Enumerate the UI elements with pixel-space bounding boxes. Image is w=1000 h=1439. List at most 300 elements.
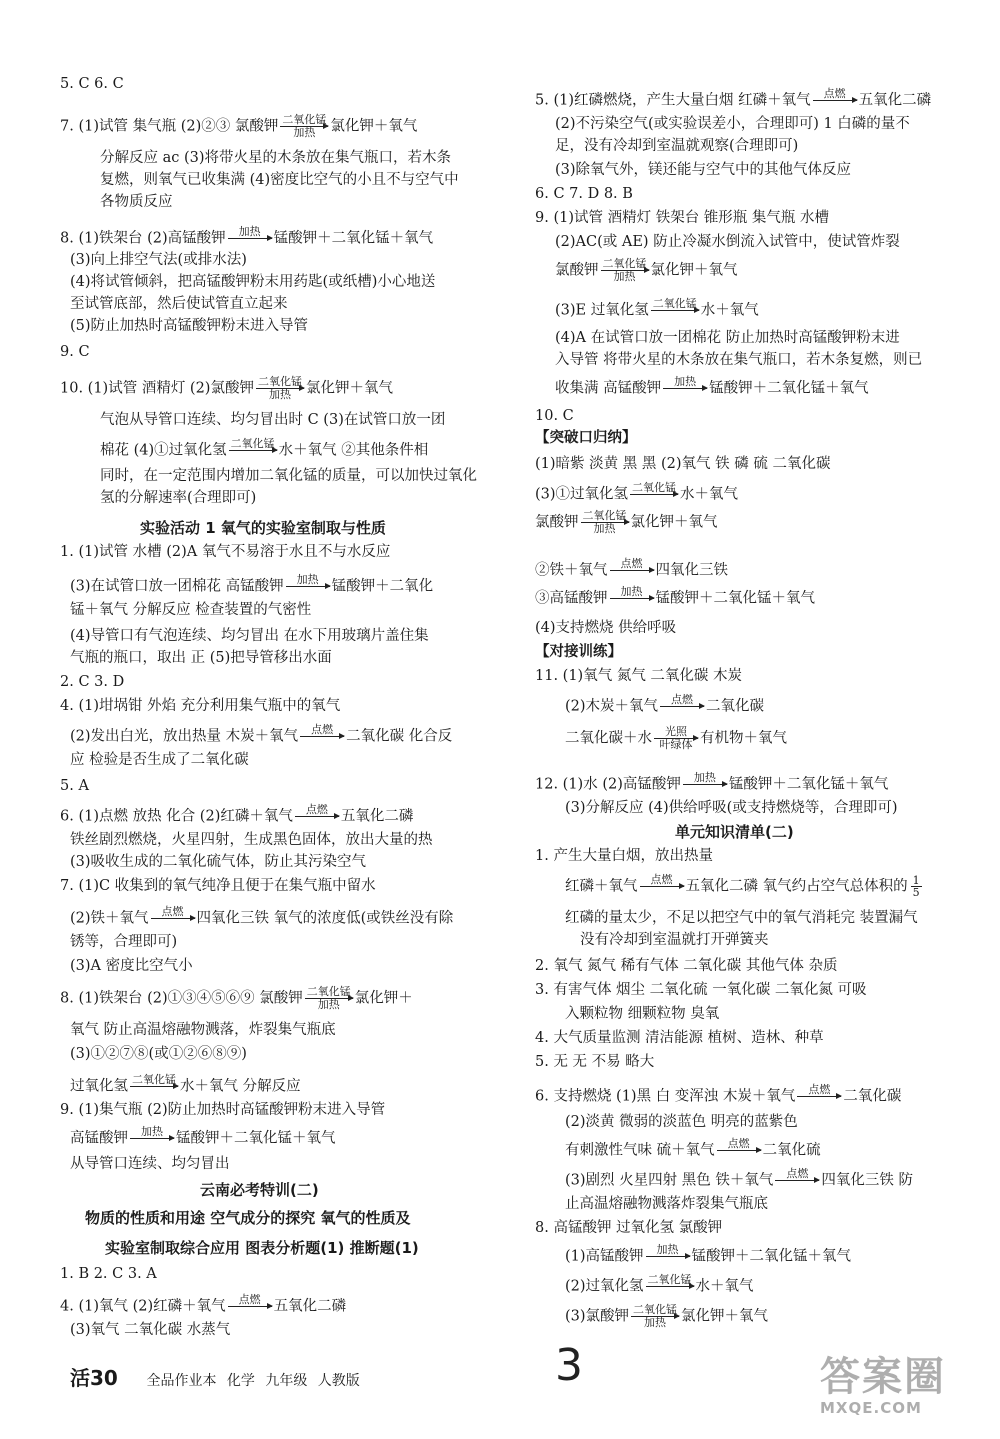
answer-text: 水＋氧气 [700,302,759,319]
answer-line [60,1100,385,1120]
answer-text: (3)①②⑦⑧(或①②⑥⑧⑨) [70,1046,247,1062]
answer-text: 五氧化二磷 [340,808,414,825]
arrow-shaft [151,918,195,919]
reaction-condition-below: 加热 [317,998,340,1011]
reaction-arrow [130,1074,178,1099]
answer-line [535,88,931,113]
fraction-numerator: 1 [912,874,920,887]
answer-text: 6. (1)点燃 放热 化合 (2)红磷＋氧气 [60,808,293,825]
answer-line [535,1218,722,1238]
answer-text: 锰酸钾＋二氧化 [331,578,434,595]
answer-line [60,776,89,796]
answer-text: 单元知识清单(二) [675,823,794,841]
reaction-condition-below [813,101,857,113]
answer-line [70,316,308,336]
answer-text: 有刺激性气味 硫＋氧气 [565,1142,715,1159]
answer-line [70,574,433,599]
answer-text: 至试管底部，然后使试管直立起来 [70,296,288,312]
answer-text: 二氧化碳 [843,1088,902,1105]
answer-line [565,694,764,719]
arrow-shaft [631,1316,679,1317]
arrow-shaft [683,784,727,785]
arrow-shaft [610,598,654,599]
answer-line [70,852,366,872]
answer-line [70,1074,301,1099]
answer-text: 氯化钾＋氧气 [650,262,738,279]
answer-text: 实验活动 1 氧气的实验室制取与性质 [140,519,386,537]
answer-line [565,798,898,818]
answer-text: 5. C 6. C [60,76,124,92]
answer-line [100,410,445,430]
answer-line [60,376,393,401]
answer-text: 气泡从导管口连续、均匀冒出时 C (3)在试管口放一团 [100,412,446,428]
reaction-condition-below [610,571,654,583]
answer-text: (3)氧气 二氧化碳 水蒸气 [70,1322,231,1338]
answer-text: 2. 氧气 氮气 稀有气体 二氧化碳 其他气体 杂质 [535,958,838,974]
reaction-condition-below [228,1307,272,1319]
reaction-arrow [305,986,353,1011]
answer-text: (5)防止加热时高锰酸钾粉末进入导管 [70,318,309,334]
reaction-condition-below [610,599,654,611]
answer-line [70,1020,336,1040]
arrow-shaft [610,570,654,571]
answer-text: 4. (1)氧气 (2)红磷＋氧气 [60,1298,226,1315]
answer-text: (3)在试管口放一团棉花 高锰酸钾 [70,578,284,595]
reaction-arrow [610,558,654,583]
answer-text: (2)淡黄 微弱的淡蓝色 明亮的蓝紫色 [565,1114,798,1130]
answer-text: 氯酸钾 [555,262,599,279]
arrow-shaft [286,586,330,587]
answer-text: 入导管 将带火星的木条放在集气瓶口，若木条复燃，则已 [555,352,923,368]
reaction-condition-below [300,737,344,749]
reaction-condition: 光照 [665,725,687,738]
answer-line [580,930,769,950]
answer-text: 各物质反应 [100,194,173,210]
reaction-arrow [663,376,707,401]
answer-text: 氢的分解速率(合理即可) [100,490,257,506]
answer-line [70,1044,247,1064]
answer-text: (2)AC(或 AE) 防止冷凝水倒流入试管中，使试管炸裂 [555,234,900,250]
answer-text: (4)将试管倾斜，把高锰酸钾粉末用药匙(或纸槽)小心地送 [70,274,436,290]
answer-line [100,466,477,486]
reaction-condition: 加热 [620,585,643,598]
answer-text: 1. B 2. C 3. A [60,1266,157,1282]
answer-text: 气瓶的瓶口，取出 正 (5)把导管移出水面 [70,650,332,666]
answer-text: 实验室制取综合应用 图表分析题(1) 推断题(1) [105,1239,419,1257]
answer-line [555,258,738,283]
book-info: 全品作业本 化学 九年级 人教版 [146,1373,360,1389]
reaction-arrow [660,694,704,719]
reaction-condition: 二氧化锰 [582,509,627,522]
answer-line [70,1320,230,1340]
answer-line [60,876,376,896]
answer-text: 高锰酸钾 [70,1130,128,1147]
answer-text: 二氧化碳 化合反 [346,728,453,745]
answer-text: 10. (1)试管 酒精灯 (2)氯酸钾 [60,380,254,397]
answer-text: ②铁＋氧气 [535,562,608,579]
answer-line [565,1004,719,1024]
answer-text: (2)不污染空气(或实验误差小，合理即可) 1 白磷的量不 [555,116,910,132]
answer-line [565,1274,754,1299]
answer-text: (3)向上排空气法(或排水法) [70,252,247,268]
answer-line [100,488,256,508]
answer-line [565,1194,768,1214]
reaction-condition: 点燃 [305,803,328,816]
answer-text: 云南必考特训(二) [200,1181,319,1199]
answer-text: 4. (1)坩埚钳 外焰 充分利用集气瓶中的氧气 [60,698,341,714]
reaction-condition-below [295,817,339,829]
answer-text: 锈等，合理即可) [70,934,178,950]
answer-text: 6. C 7. D 8. B [535,186,633,202]
answer-line [60,114,417,139]
answer-text: 12. (1)水 (2)高锰酸钾 [535,776,681,793]
answer-text: (2)铁＋氧气 [70,910,149,927]
answer-text: 9. (1)集气瓶 (2)防止加热时高锰酸钾粉末进入导管 [60,1102,386,1118]
reaction-arrow [228,1294,272,1319]
answer-line [60,342,90,362]
reaction-arrow [286,574,330,599]
reaction-condition: 点燃 [671,693,694,706]
reaction-arrow [646,1274,694,1299]
answer-line [535,846,713,866]
answer-text: 8. (1)铁架台 (2)高锰酸钾 [60,230,226,247]
answer-line [535,454,830,474]
answer-line [565,1138,821,1163]
arrow-shaft [640,886,684,887]
arrow-shaft [305,998,353,999]
answer-text: 6. 支持燃烧 (1)黑 白 变浑浊 木炭＋氧气 [535,1088,796,1105]
answer-line [555,114,910,134]
arrow-shaft [646,1256,690,1257]
answer-text: 过氧化氢 [70,1078,128,1095]
answer-line [535,482,738,507]
answer-line [535,406,574,426]
answer-line [70,600,311,620]
reaction-arrow [683,772,727,797]
answer-text: 物质的性质和用途 空气成分的探究 氧气的性质及 [85,1209,411,1227]
arrow-shaft [630,494,678,495]
answer-text: 足，没有冷却到室温就观察(合理即可) [555,138,799,154]
answer-text: 锰酸钾＋二氧化锰＋氧气 [709,380,869,397]
answer-text: 9. (1)试管 酒精灯 铁架台 锥形瓶 集气瓶 水槽 [535,210,830,226]
reaction-condition-below [640,887,684,899]
answer-line [70,250,247,270]
reaction-condition-below [797,1097,841,1109]
reaction-condition-below [660,707,704,719]
answer-line [565,1112,798,1132]
answer-line [535,184,633,204]
arrow-shaft [717,1150,761,1151]
answer-line [555,328,900,348]
arrow-shaft [295,816,339,817]
arrow-shaft [663,388,707,389]
answer-text: (3)①过氧化氢 [535,486,629,503]
page-number: 活30 [70,1366,118,1390]
answer-text: 锰酸钾＋二氧化锰＋氧气 [655,590,815,607]
reaction-condition-below [683,785,727,797]
answer-line [535,666,742,686]
answer-text: 四氧化三铁 氧气的浓度低(或铁丝没有除 [196,910,454,927]
watermark-url: MXQE.COM [820,1399,922,1417]
arrow-shaft [256,388,304,389]
answer-text: 【对接训练】 [535,644,622,660]
answer-text: 4. 大气质量监测 清洁能源 植树、造林、种草 [535,1030,824,1046]
section-heading [85,1208,410,1228]
fraction [911,875,922,898]
answer-line [60,986,413,1011]
answer-text: 11. (1)氧气 氮气 二氧化碳 木炭 [535,668,743,684]
answer-text: 氯化钾＋氧气 [330,118,418,135]
answer-line [70,750,249,770]
reaction-arrow [256,376,304,401]
reaction-condition-below: 叶绿体 [659,738,693,751]
arrow-shaft [280,126,328,127]
arrow-shaft [660,706,704,707]
arrow-shaft [228,238,272,239]
reaction-arrow [130,1126,174,1151]
reaction-condition: 点燃 [238,1293,261,1306]
answer-text: 锰酸钾＋二氧化锰＋氧气 [691,1248,852,1265]
answer-line [555,136,798,156]
reaction-condition: 二氧化锰 [257,375,302,388]
answer-text: 9. C [60,344,90,360]
section-heading [200,1180,319,1200]
answer-line [565,1168,913,1193]
answer-text: ③高锰酸钾 [535,590,608,607]
answer-line [60,1264,157,1284]
reaction-condition-below [651,311,699,323]
reaction-arrow [813,88,857,113]
section-heading [105,1238,419,1258]
answer-line [535,558,728,583]
watermark-title: 答案圈 [820,1354,946,1400]
reaction-condition: 加热 [674,375,697,388]
answer-line [565,908,918,928]
reaction-condition: 点燃 [786,1167,809,1180]
reaction-condition-below [646,1287,694,1299]
reaction-arrow [601,258,649,283]
answer-line [60,672,124,692]
reaction-arrow [630,482,678,507]
answer-line [535,956,838,976]
fraction-denominator: 5 [912,886,920,899]
answer-line [70,724,452,749]
reaction-condition-below [286,587,330,599]
answer-text: (3)氯酸钾 [565,1308,630,1325]
reaction-arrow [229,438,277,463]
answer-line [70,648,332,668]
reaction-condition-below: 加热 [613,270,636,283]
reaction-condition: 点燃 [727,1137,750,1150]
answer-line [60,542,390,562]
reaction-arrow [651,298,699,323]
answer-text: (4)支持燃烧 供给呼吸 [535,620,677,636]
reaction-condition: 二氧化锰 [282,113,327,126]
arrow-shaft [654,738,698,739]
reaction-condition: 加热 [656,1243,679,1256]
reaction-arrow [654,726,698,751]
answer-text: (3)A 密度比空气小 [70,958,193,974]
reaction-arrow [610,586,654,611]
reaction-condition: 二氧化锰 [132,1073,176,1086]
answer-line [565,874,922,899]
answer-text: 五氧化二磷 [858,92,932,109]
answer-text: 应 检验是否生成了二氧化碳 [70,752,249,768]
answer-line [70,906,453,931]
reaction-condition: 点燃 [808,1083,831,1096]
answer-line [70,830,433,850]
reaction-arrow [717,1138,761,1163]
answer-line [535,586,815,611]
answer-line [100,438,428,463]
answer-text: 红磷＋氧气 [565,878,638,895]
reaction-condition-below [151,919,195,931]
answer-line [60,696,340,716]
answer-line [535,1052,654,1072]
answer-line [70,626,429,646]
answer-text: 氯酸钾 [535,514,579,531]
reaction-arrow [646,1244,690,1269]
answer-text: 有机物＋氧气 [700,730,787,747]
answer-text: 1. 产生大量白烟，放出热量 [535,848,713,864]
arrow-shaft [646,1286,694,1287]
reaction-condition: 点燃 [620,557,643,570]
answer-text: 氧气 防止高温熔融物溅落，炸裂集气瓶底 [70,1022,336,1038]
answer-line [555,232,900,252]
answer-text: 铁丝剧烈燃烧，火星四射，生成黑色固体，放出大量的热 [70,832,433,848]
page-footer [70,1362,360,1391]
reaction-arrow [797,1084,841,1109]
answer-text: 收集满 高锰酸钾 [555,380,662,397]
answer-text: 止高温熔融物溅落炸裂集气瓶底 [565,1196,768,1212]
answer-text: 【突破口归纳】 [535,430,637,446]
answer-text: (3)剧烈 火星四射 黑色 铁＋氧气 [565,1172,774,1189]
answer-text: 五氧化二磷 氧气约占空气总体积的 [685,878,908,895]
reaction-condition-below [775,1181,819,1193]
answer-text: 2. C 3. D [60,674,125,690]
arrow-shaft [130,1086,178,1087]
arrow-shaft [229,450,277,451]
answer-text: 氯化钾＋氧气 [305,380,393,397]
answer-line [535,1028,824,1048]
reaction-condition-below: 加热 [644,1316,667,1329]
answer-text: 红磷的量太少，不足以把空气中的氧气消耗完 装置漏气 [565,910,918,926]
reaction-arrow [228,226,272,251]
answer-text: (3)吸收生成的二氧化硫气体，防止其污染空气 [70,854,367,870]
answer-text: 四氧化三铁 [655,562,728,579]
reaction-arrow [581,510,629,535]
answer-text: 氯化钾＋氧气 [630,514,718,531]
answer-text: 水＋氧气 分解反应 [180,1078,301,1095]
answer-text: 10. C [535,408,574,424]
reaction-condition: 二氧化锰 [230,437,275,450]
reaction-condition-below [663,389,707,401]
answer-text: 5. A [60,778,89,794]
answer-text: 五氧化二磷 [273,1298,347,1315]
reaction-condition: 二氧化锰 [306,985,351,998]
answer-text: 二氧化碳＋水 [565,730,652,747]
answer-text: (2)过氧化氢 [565,1278,644,1295]
answer-line [535,1084,901,1109]
answer-line [555,350,922,370]
reaction-condition-below [646,1257,690,1269]
reaction-condition: 加热 [141,1125,163,1138]
section-heading [675,822,794,842]
answer-line [70,956,193,976]
handwritten-mark: 3 [555,1340,583,1391]
answer-text: (1)暗紫 淡黄 黑 黑 (2)氧气 铁 磷 硫 二氧化碳 [535,456,831,472]
answer-text: 同时，在一定范围内增加二氧化锰的质量，可以加快过氧化 [100,468,477,484]
answer-line [555,376,869,401]
answer-line [535,510,718,535]
section-label [535,428,637,448]
answer-text: 5. (1)红磷燃烧，产生大量白烟 红磷＋氧气 [535,92,811,109]
answer-text: 8. 高锰酸钾 过氧化氢 氯酸钾 [535,1220,723,1236]
arrow-shaft [797,1096,841,1097]
reaction-condition-below: 加热 [593,522,616,535]
answer-text: 锰＋氧气 分解反应 检查装置的气密性 [70,602,312,618]
answer-text: 复燃，则氧气已收集满 (4)密度比空气的小且不与空气中 [100,172,459,188]
answer-line [70,932,177,952]
answer-text: 7. (1)试管 集气瓶 (2)②③ 氯酸钾 [60,118,279,135]
answer-text: 从导管口连续、均匀冒出 [70,1156,230,1172]
answer-line [70,1154,230,1174]
reaction-arrow [775,1168,819,1193]
section-heading [140,518,386,538]
reaction-condition: 加热 [296,573,319,586]
answer-text: 锰酸钾＋二氧化锰＋氧气 [176,1130,336,1147]
reaction-condition-below: 加热 [268,388,291,401]
reaction-arrow [640,874,684,899]
answer-line [565,1304,768,1329]
reaction-condition: 点燃 [650,873,673,886]
arrow-shaft [813,100,857,101]
answer-text: 四氧化三铁 防 [821,1172,913,1189]
answer-text: 1. (1)试管 水槽 (2)A 氧气不易溶于水且不与水反应 [60,544,391,560]
reaction-condition: 点燃 [823,87,846,100]
reaction-condition: 二氧化锰 [652,297,697,310]
reaction-condition: 二氧化锰 [633,1303,678,1316]
section-label [535,642,622,662]
answer-text: 7. (1)C 收集到的氧气纯净且便于在集气瓶中留水 [60,878,376,894]
answer-text: 5. 无 无 不易 略大 [535,1054,655,1070]
answer-text: 水＋氧气 [680,486,739,503]
answer-line [100,148,451,168]
reaction-arrow [300,724,344,749]
answer-text: 锰酸钾＋二氧化锰＋氧气 [273,230,434,247]
answer-line [565,726,787,751]
reaction-condition: 加热 [238,225,261,238]
reaction-condition: 二氧化锰 [647,1273,692,1286]
reaction-condition: 加热 [693,771,716,784]
answer-line [70,294,288,314]
reaction-condition: 点燃 [161,905,184,918]
answer-text: 氯化钾＋氧气 [681,1308,769,1325]
answer-text: 入颗粒物 细颗粒物 臭氧 [565,1006,720,1022]
answer-text: 分解反应 ac (3)将带火星的木条放在集气瓶口，若木条 [100,150,452,166]
reaction-condition-below [130,1139,174,1151]
answer-text: 水＋氧气 [695,1278,754,1295]
arrow-shaft [228,1306,272,1307]
answer-line [555,298,759,323]
answer-text: 没有冷却到室温就打开弹簧夹 [580,932,769,948]
answer-text: (3)E 过氧化氢 [555,302,649,319]
answer-line [60,804,413,829]
arrow-shaft [300,736,344,737]
answer-line [535,208,829,228]
arrow-shaft [651,310,699,311]
answer-line [100,170,459,190]
